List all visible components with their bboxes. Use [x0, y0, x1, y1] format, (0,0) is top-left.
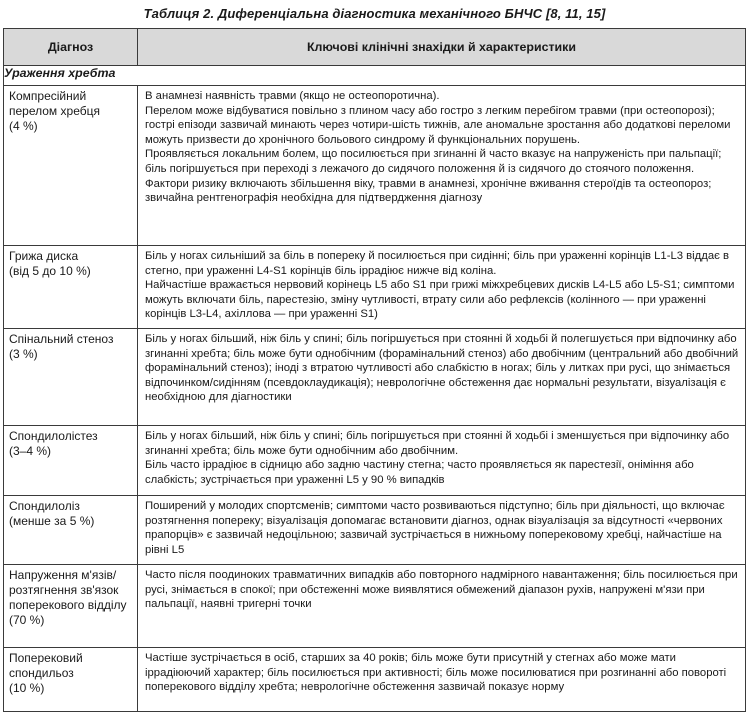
findings-paragraph: Біль у ногах більший, ніж біль у спині; біль погіршується при стоянні й ходьбі і зменшується при відпочинку або згинанні хребта; біль може бути однобічним або двобічним. [145, 430, 730, 457]
findings-cell [138, 565, 746, 648]
table-caption: Таблиця 2. Диференціальна діагностика механічного БНЧС [8, 11, 15] [143, 6, 606, 21]
findings-paragraph: Найчастіше вражається нервовий корінець L5 або S1 при грижі міжхребцевих дисків L4-L5 або L5-S1; симптоми можуть включати біль, парестезію, зміну чутливості, втрату сили або рефлексів (колінного — при ураженні корінців L3-L4, ахіллова — при ураженні S1) [145, 279, 735, 321]
diagnosis-name: Спондилоліз [9, 499, 80, 513]
findings-cell [138, 246, 746, 329]
table-row [4, 648, 746, 712]
diagnosis-cell [4, 565, 138, 648]
differential-diagnosis-table [3, 28, 746, 712]
findings-paragraph: Біль у ногах сильніший за біль в попереку й посилюється при сидінні; біль при ураженні корінців L1-L3 віддає в стегно, при ураженні L4-S1 корінців біль іррадіює нижче від коліна. [145, 250, 730, 277]
findings-paragraph: Поширений у молодих спортсменів; симптоми часто розвиваються підступно; біль при діяльності, що включає розтягнення попереку; візуалізація допомагає встановити діагноз, однак візуалізація за відсутності «червоних прапорців» є зазвичай недоцільною; зазвичай зустрічається в нижньому поперековому хребці, найчастіше на рівні L5 [145, 500, 725, 556]
table-row [4, 329, 746, 426]
diagnosis-frequency: (4 %) [9, 119, 38, 133]
diagnosis-cell [4, 496, 138, 565]
table-row [4, 246, 746, 329]
findings-cell [138, 426, 746, 496]
findings-paragraph: Фактори ризику включають збільшення віку, травми в анамнезі, хронічне вживання стероїдів та остеопороз; звичайна рентгенографія необхідна для підтвердження діагнозу [145, 177, 712, 205]
findings-paragraph: Часто після поодиноких травматичних випадків або повторного надмірного навантаження; біль посилюється при русі, знімається в спокої; при обстеженні може виявлятися обмежений діапазон рухів, напружені м'язи при пальпації, наявні тригерні точки [145, 569, 738, 611]
findings-paragraph: Біль у ногах більший, ніж біль у спині; біль погіршується при стоянні й ходьбі й полегшується при відпочинку або згинанні хребта; біль може бути однобічним (форамінальний стеноз) або двобічним (центральний або двобічний форамінальний стеноз); іноді з втратою чутливості або слабкістю в ногах; біль у литках при русі, що знімається відпочинком/сидінням (псевдоклаудикація); неврологічне обстеження дає нормальні результати, візуалізація є необхідною для діагностики [145, 333, 739, 404]
findings-paragraph: Частіше зустрічається в осіб, старших за 40 років; біль може бути присутній у стегнах або може мати іррадіюючий характер; біль посилюється при активності; біль може посилюватися при розгинанні або повороті поперекового відділу хребта; неврологічне обстеження зазвичай показує норму [145, 652, 727, 694]
findings-paragraph: Перелом може відбуватися повільно з плином часу або гостро з легким перебігом травми (при остеопорозі); гострі епізоди зазвичай минають через чотири-шість тижнів, але аномальне зростання або додаткові переломи можуть призвести до хронічного больового синдрому й функціональних порушень. [145, 104, 731, 146]
findings-paragraph: В анамнезі наявність травми (якщо не остеопоротична). [145, 90, 440, 102]
diagnosis-frequency: (10 %) [9, 681, 45, 695]
diagnosis-cell [4, 86, 138, 246]
table-row [4, 496, 746, 565]
diagnosis-frequency: (70 %) [9, 613, 45, 627]
diagnosis-cell [4, 246, 138, 329]
diagnosis-cell [4, 648, 138, 712]
diagnosis-cell [4, 426, 138, 496]
diagnosis-cell [4, 329, 138, 426]
findings-cell [138, 496, 746, 565]
section-title: Ураження хребта [4, 66, 746, 86]
header-findings: Ключові клінічні знахідки й характеристики [138, 29, 746, 66]
findings-paragraph: Проявляється локальним болем, що посилюється при згинанні й часто вказує на напруженість при пальпації; біль погіршується при переході з лежачого до сидячого положення й із сидячого до стоячого положення. [145, 148, 722, 175]
diagnosis-frequency: (менше за 5 %) [9, 514, 95, 528]
table-row [4, 426, 746, 496]
diagnosis-name: Напруження м'язів/розтягнення зв'язок поперекового відділу [9, 568, 127, 612]
diagnosis-name: Спінальний стеноз [9, 332, 114, 346]
section-row [4, 66, 746, 86]
findings-paragraph: Біль часто іррадіює в сідницю або задню частину стегна; часто проявляється як парестезії, оніміння або слабкість; зустрічається при ураженні L5 у 90 % випадків [145, 459, 694, 486]
diagnosis-name: Спондилолістез [9, 429, 98, 443]
findings-cell [138, 329, 746, 426]
table-row [4, 565, 746, 648]
diagnosis-frequency: (від 5 до 10 %) [9, 264, 91, 278]
header-diagnosis: Діагноз [4, 29, 138, 66]
diagnosis-frequency: (3 %) [9, 347, 38, 361]
findings-cell [138, 86, 746, 246]
table-header-row [4, 29, 746, 66]
findings-cell [138, 648, 746, 712]
diagnosis-name: Компресійний перелом хребця [9, 89, 100, 118]
diagnosis-name: Поперековий спондильоз [9, 651, 83, 680]
table-row [4, 86, 746, 246]
diagnosis-frequency: (3–4 %) [9, 444, 52, 458]
diagnosis-name: Грижа диска [9, 249, 79, 263]
